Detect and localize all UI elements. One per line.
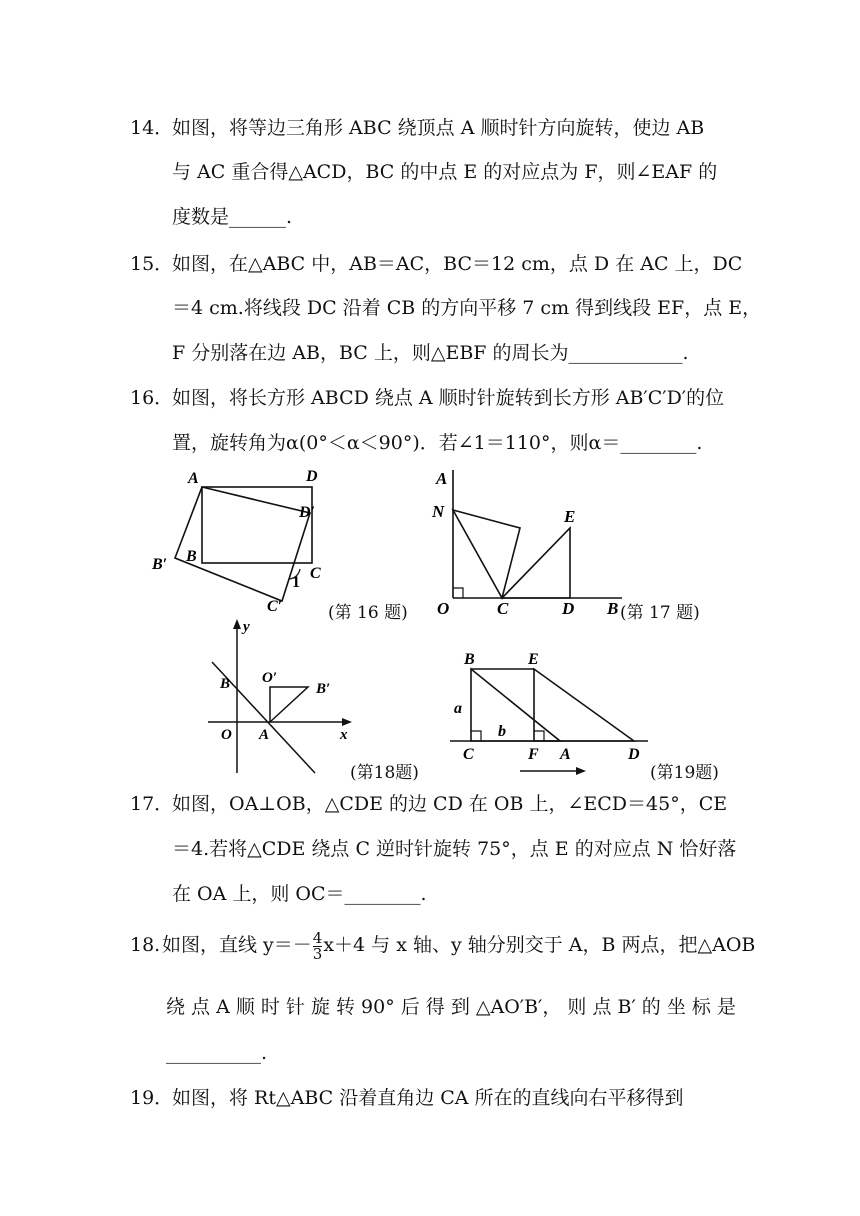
label-B-prime: B′ — [152, 556, 168, 573]
label-E: E — [564, 507, 576, 526]
problem-15-line-1: 如图，在△ABC 中，AB＝AC，BC＝12 cm，点 D 在 AC 上，DC — [172, 253, 743, 275]
right-angle-F — [534, 731, 544, 741]
problem-17-line-2: ＝4.若将△CDE 绕点 C 逆时针旋转 75°，点 E 的对应点 N 恰好落 — [172, 838, 737, 860]
figure-18-coordinate-plane — [200, 615, 360, 775]
problem-18-line-2: 绕 点 A 顺 时 针 旋 转 90° 后 得 到 △AO′B′， 则 点 B′ 的 坐 标 是 — [166, 996, 736, 1018]
problem-18-line-1-suffix: x＋4 与 x 轴、y 轴分别交于 A，B 两点，把△AOB — [323, 934, 756, 956]
problem-15-line-3: F 分别落在边 AB，BC 上，则△EBF 的周长为____________. — [172, 342, 689, 364]
label-O: O — [437, 599, 450, 618]
problem-15-number: 15． — [130, 253, 174, 275]
label-D: D — [628, 746, 640, 763]
problem-18-line-1-prefix: 如图，直线 y＝－ — [162, 934, 312, 956]
label-B: B — [186, 548, 197, 565]
label-D-prime: D′ — [299, 504, 316, 521]
fraction-denominator: 3 — [312, 944, 323, 963]
problem-17-line-1: 如图，OA⊥OB，△CDE 的边 CD 在 OB 上，∠ECD＝45°，CE — [172, 793, 728, 815]
label-A: A — [259, 727, 270, 743]
label-C: C — [310, 565, 321, 582]
rectangle-ab2c2d2 — [175, 487, 310, 601]
problem-14-number: 14． — [130, 117, 174, 139]
problem-14-line-3: 度数是______. — [172, 206, 293, 228]
problem-16-line-2: 置，旋转角为α(0°＜α＜90°)．若∠1＝110°，则α＝________. — [172, 432, 703, 454]
rectangle-abcd — [202, 487, 312, 563]
fraction-4-3 — [312, 928, 323, 963]
triangle-CDE — [502, 528, 570, 598]
label-O: O — [221, 727, 232, 743]
label-A: A — [560, 746, 571, 763]
right-angle-C — [471, 731, 481, 741]
fraction-numerator: 4 — [312, 928, 323, 947]
label-C: C — [463, 746, 474, 763]
problem-19-line-1: 如图，将 Rt△ABC 沿着直角边 CA 所在的直线向右平移得到 — [172, 1087, 684, 1109]
label-A: A — [436, 469, 448, 488]
label-C-prime: C′ — [267, 598, 283, 615]
label-B-prime: B′ — [316, 681, 331, 697]
x-axis-arrow — [342, 718, 352, 726]
problem-18-number: 18. — [130, 934, 161, 956]
problem-16-line-1: 如图，将长方形 ABCD 绕点 A 顺时针旋转到长方形 AB′C′D′的位 — [172, 387, 725, 409]
figure-16-rotated-rectangles — [150, 465, 400, 615]
label-D: D — [562, 599, 575, 618]
figure-17-caption: (第 17 题) — [620, 603, 700, 623]
label-a: a — [454, 700, 462, 717]
triangle-AO2B2 — [270, 687, 308, 722]
right-angle-O — [453, 588, 463, 598]
label-O-prime: O′ — [262, 670, 278, 686]
problem-15-line-2: ＝4 cm.将线段 DC 沿着 CB 的方向平移 7 cm 得到线段 EF，点 E， — [172, 297, 762, 319]
problem-17-number: 17． — [130, 793, 174, 815]
label-E: E — [528, 651, 539, 668]
triangle-CNM — [453, 510, 520, 598]
figure-19-caption: (第19题) — [650, 763, 719, 783]
triangle-ABC — [471, 669, 560, 741]
label-N: N — [432, 502, 445, 521]
triangle-DEF — [534, 669, 634, 741]
problem-16-number: 16． — [130, 387, 174, 409]
figure-18-caption: (第18题) — [350, 763, 419, 783]
figure-17-triangle-rotation — [430, 462, 630, 622]
problem-17-line-3: 在 OA 上，则 OC＝________. — [172, 883, 427, 905]
problem-14-line-1: 如图，将等边三角形 ABC 绕顶点 A 顺时针方向旋转，使边 AB — [172, 117, 705, 139]
problem-19-number: 19． — [130, 1087, 174, 1109]
label-y: y — [243, 619, 250, 635]
label-D: D — [306, 468, 318, 485]
figure-19-translation — [448, 645, 658, 780]
problem-18-line-3: __________. — [166, 1042, 268, 1064]
problem-14-line-2: 与 AC 重合得△ACD，BC 的中点 E 的对应点为 F，则∠EAF 的 — [172, 161, 718, 183]
direction-arrow-head — [576, 767, 586, 775]
label-B: B — [464, 651, 475, 668]
label-C: C — [497, 599, 509, 618]
label-A: A — [188, 470, 199, 487]
label-angle-1: 1 — [292, 574, 300, 591]
figure-16-caption: (第 16 题) — [328, 603, 408, 623]
label-B: B — [607, 599, 619, 618]
label-F: F — [528, 746, 539, 763]
label-b: b — [498, 723, 506, 740]
label-B: B — [220, 676, 231, 692]
y-axis-arrow — [233, 619, 241, 629]
label-x: x — [340, 727, 348, 743]
problem-18-line-1 — [162, 922, 755, 968]
